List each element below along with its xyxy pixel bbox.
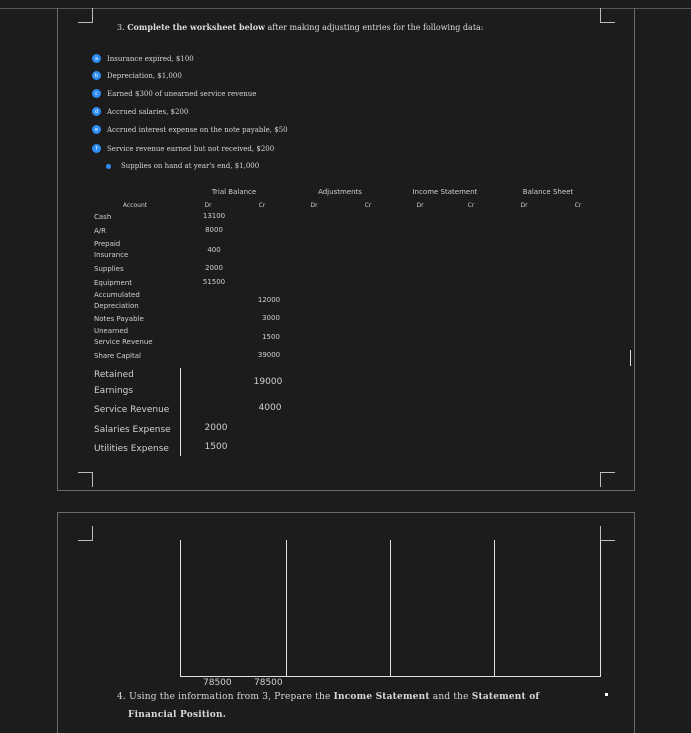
column-divider bbox=[180, 540, 181, 676]
adjustment-item bbox=[92, 144, 274, 153]
account-salaries-expense: Salaries Expense bbox=[94, 425, 171, 435]
adjustment-item bbox=[92, 107, 188, 116]
tb-dr-prepaid: 400 bbox=[207, 246, 221, 254]
account-line: Earnings bbox=[94, 386, 134, 396]
adjustment-text: Insurance expired, $100 bbox=[107, 54, 194, 63]
account-unearned-service-revenue bbox=[94, 326, 153, 348]
tb-dr-salaries: 2000 bbox=[204, 423, 228, 433]
adjustment-text: Supplies on hand at year's end, $1,000 bbox=[121, 162, 260, 170]
account-prepaid-insurance bbox=[94, 239, 128, 261]
tb-cr-share-capital: 39000 bbox=[257, 351, 281, 359]
adjustment-text: Accrued salaries, $200 bbox=[107, 107, 189, 116]
adjustment-item bbox=[92, 125, 288, 134]
adjustment-text: Depreciation, $1,000 bbox=[107, 71, 182, 80]
header-account: Account bbox=[122, 202, 148, 209]
tb-dr-supplies: 2000 bbox=[205, 264, 223, 272]
question-3-rest: after making adjusting entries for the following data: bbox=[267, 23, 484, 32]
column-divider bbox=[630, 350, 631, 366]
cursor-mark bbox=[605, 693, 608, 696]
tb-cr-service-revenue: 4000 bbox=[258, 403, 282, 413]
header-bs-dr: Dr bbox=[520, 202, 528, 209]
header-adj-dr: Dr bbox=[310, 202, 318, 209]
account-line: Retained bbox=[94, 370, 134, 380]
tb-cr-unearned: 1500 bbox=[262, 333, 280, 341]
tb-dr-utilities: 1500 bbox=[204, 442, 228, 452]
account-ar: A/R bbox=[94, 227, 107, 235]
bullet-a-icon: a bbox=[92, 54, 101, 63]
account-line: Service Revenue bbox=[94, 338, 153, 346]
adjustment-item bbox=[92, 71, 182, 80]
column-divider bbox=[180, 368, 181, 456]
header-balance-sheet: Balance Sheet bbox=[522, 188, 574, 196]
account-share-capital: Share Capital bbox=[94, 352, 141, 360]
bullet-f-icon: f bbox=[92, 144, 101, 153]
header-income-statement: Income Statement bbox=[412, 188, 478, 196]
bullet-c-icon: c bbox=[92, 89, 101, 98]
account-line: Accumulated bbox=[94, 291, 140, 299]
question-3-title bbox=[117, 22, 484, 32]
account-line: Unearned bbox=[94, 327, 129, 335]
column-divider bbox=[286, 540, 287, 676]
tb-dr-ar: 8000 bbox=[205, 226, 223, 234]
total-tb-dr: 78500 bbox=[203, 678, 232, 688]
account-cash: Cash bbox=[94, 213, 112, 221]
crop-mark-bl-2 bbox=[78, 526, 93, 541]
account-accumulated-depreciation bbox=[94, 290, 140, 312]
header-bs-cr: Cr bbox=[574, 202, 582, 209]
adjustment-item bbox=[92, 89, 256, 98]
totals-rule bbox=[180, 676, 601, 677]
total-tb-cr: 78500 bbox=[254, 678, 283, 688]
question-3-bold: Complete the worksheet below bbox=[127, 22, 265, 32]
adjustment-text: Accrued interest expense on the note payable, $50 bbox=[107, 125, 288, 134]
tb-cr-notes-payable: 3000 bbox=[262, 314, 280, 322]
tb-cr-retained-earnings: 19000 bbox=[253, 377, 283, 387]
tb-dr-cash: 13100 bbox=[202, 212, 226, 220]
question-4-text: and the bbox=[432, 692, 469, 702]
question-4-text: Using the information from 3, Prepare the bbox=[129, 692, 331, 702]
account-service-revenue: Service Revenue bbox=[94, 405, 170, 415]
crop-mark-tl bbox=[78, 8, 93, 23]
header-adjustments: Adjustments bbox=[318, 188, 362, 196]
question-4-number: 4. bbox=[117, 692, 126, 702]
header-adj-cr: Cr bbox=[364, 202, 372, 209]
tb-dr-equipment: 51500 bbox=[202, 278, 226, 286]
column-divider bbox=[494, 540, 495, 676]
question-4-line-2 bbox=[128, 710, 226, 720]
question-3-number: 3. bbox=[117, 23, 125, 32]
question-4-bold: Statement of bbox=[471, 692, 540, 702]
account-retained-earnings bbox=[94, 367, 134, 399]
tb-cr-accum-dep: 12000 bbox=[257, 296, 281, 304]
header-is-cr: Cr bbox=[467, 202, 475, 209]
question-4-bold: Income Statement bbox=[333, 692, 430, 702]
header-tb-cr: Cr bbox=[258, 202, 266, 209]
account-equipment: Equipment bbox=[94, 279, 132, 287]
page-frame-1 bbox=[57, 8, 635, 491]
adjustment-item bbox=[92, 54, 194, 63]
adjustment-text: Service revenue earned but not received, $200 bbox=[107, 144, 275, 153]
header-is-dr: Dr bbox=[416, 202, 424, 209]
bullet-d-icon: d bbox=[92, 107, 101, 116]
account-line: Insurance bbox=[94, 251, 129, 259]
account-supplies: Supplies bbox=[94, 265, 124, 273]
crop-mark-tr bbox=[600, 8, 615, 23]
header-tb-dr: Dr bbox=[204, 202, 212, 209]
crop-mark-bl bbox=[78, 472, 93, 487]
column-divider bbox=[600, 540, 601, 676]
account-notes-payable: Notes Payable bbox=[94, 315, 144, 323]
adjustment-item bbox=[92, 162, 259, 170]
header-trial-balance: Trial Balance bbox=[211, 188, 257, 196]
question-4-line-1 bbox=[117, 692, 540, 702]
column-divider bbox=[390, 540, 391, 676]
bullet-e-icon: e bbox=[92, 125, 101, 134]
account-line: Depreciation bbox=[94, 302, 139, 310]
adjustment-text: Earned $300 of unearned service revenue bbox=[107, 89, 257, 98]
account-utilities-expense: Utilities Expense bbox=[94, 444, 169, 454]
bullet-dot-icon bbox=[106, 164, 111, 169]
bullet-b-icon: b bbox=[92, 71, 101, 80]
crop-mark-br bbox=[600, 472, 615, 487]
crop-mark-br-2 bbox=[600, 526, 615, 541]
account-line: Prepaid bbox=[94, 240, 121, 248]
question-4-bold: Financial Position. bbox=[128, 710, 227, 720]
